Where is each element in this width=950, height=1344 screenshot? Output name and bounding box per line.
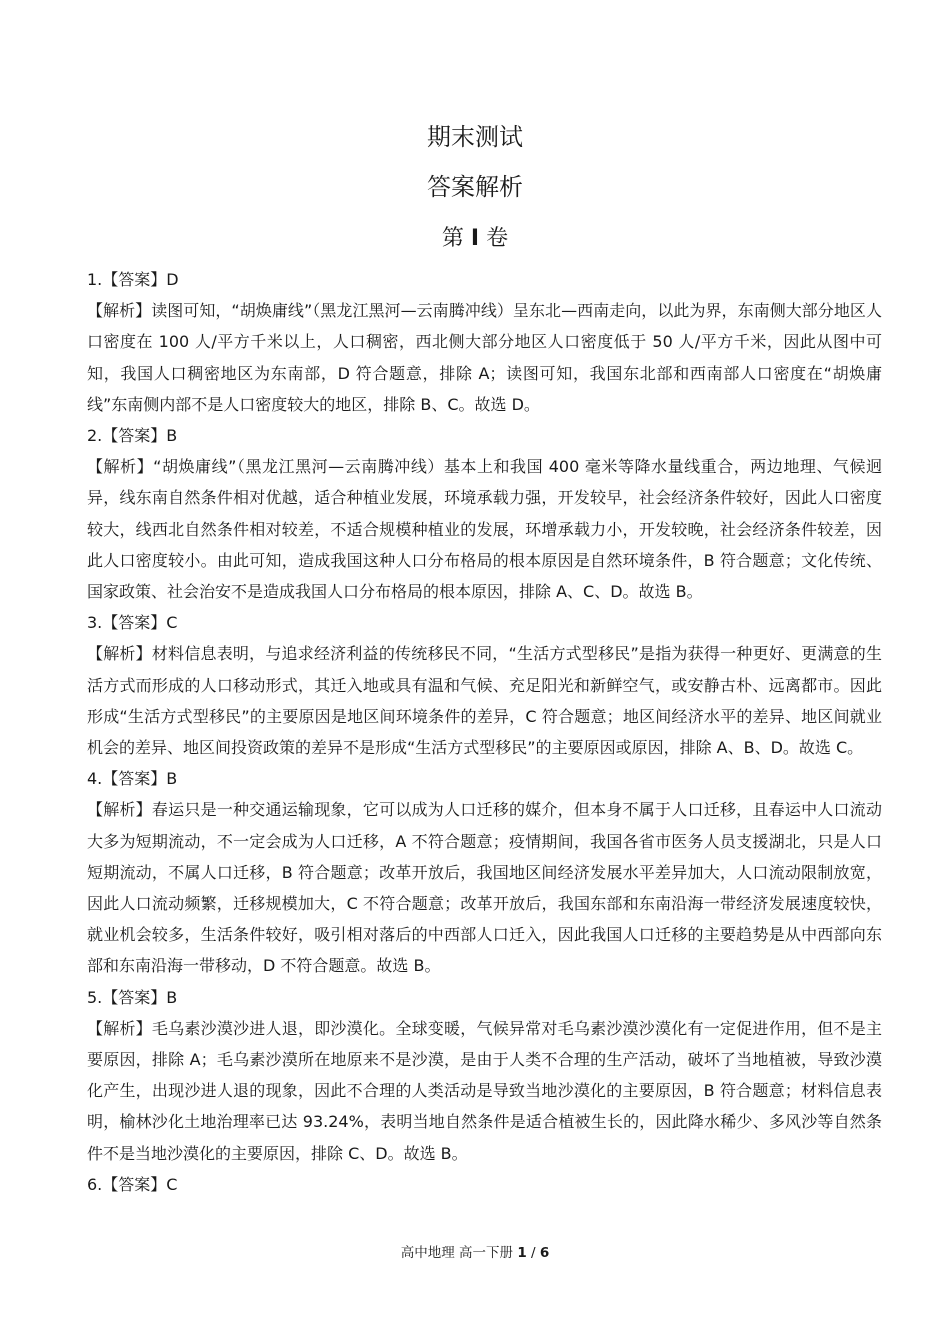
page-title: 期末测试 (427, 123, 523, 151)
volume-suffix: 卷 (479, 226, 509, 251)
answer-line: 6.【答案】C (87, 1174, 178, 1194)
page-current: 1 (517, 1245, 527, 1261)
volume-prefix: 第 (441, 226, 471, 251)
analysis-paragraph: 【解析】“胡焕庸线”（黑龙江黑河—云南腾冲线）基本上和我国 400 毫米等降水量线重合，两边地理、气候迥异，线东南自然条件相对优越，适合种植业发展，环境承载力强，开发较早，社会经济条件较好，因此人口密度较大，线西北自然条件相对较差，不适合规模种植业的发展，环增承载力小，开发较晚，社会经济条件较差，因此人口密度较小。由此可知，造成我国这种人口分布格局的根本原因是自然环境条件，B 符合题意；文化传统、国家政策、社会治安不是造成我国人口分布格局的根本原因，排除 A、C、D。故选 B。 (87, 457, 882, 602)
volume-numeral: I (470, 226, 480, 251)
analysis-paragraph: 【解析】春运只是一种交通运输现象，它可以成为人口迁移的媒介，但本身不属于人口迁移，且春运中人口流动大多为短期流动，不一定会成为人口迁移，A 不符合题意；疫情期间，我国各省市医务人员支援湖北，只是人口短期流动，不属人口迁移，B 符合题意；改革开放后，我国地区间经济发展水平差异加大，人口流动限制放宽，因此人口流动频繁，迁移规模加大，C 不符合题意；改革开放后，我国东部和东南沿海一带经济发展速度较快，就业机会较多，生活条件较好，吸引相对落后的中西部人口迁入，因此我国人口迁移的主要趋势是从中西部向东部和东南沿海一带移动，D 不符合题意。故选 B。 (87, 800, 882, 976)
footer-course: 高中地理 高一下册 (400, 1245, 518, 1261)
answer-line: 3.【答案】C (87, 613, 178, 633)
answer-line: 5.【答案】B (87, 987, 178, 1007)
volume-heading (0, 224, 950, 254)
analysis-paragraph: 【解析】材料信息表明，与追求经济利益的传统移民不同，“生活方式型移民”是指为获得一种更好、更满意的生活方式而形成的人口移动形式，其迁入地或具有温和气候、充足阳光和新鲜空气，或安静古朴、远离都市。因此形成“生活方式型移民”的主要原因是地区间环境条件的差异，C 符合题意；地区间经济水平的差异、地区间就业机会的差异、地区间投资政策的差异不是形成“生活方式型移民”的主要原因或原因，排除 A、B、D。故选 C。 (87, 644, 882, 758)
page-separator: / (526, 1245, 540, 1261)
analysis-paragraph: 【解析】读图可知，“胡焕庸线”（黑龙江黑河—云南腾冲线）呈东北—西南走向，以此为界，东南侧大部分地区人口密度在 100 人/平方千米以上，人口稠密，西北侧大部分地区人口密度低于 50 人/平方千米，因此从图中可知，我国人口稠密地区为东南部，D 符合题意，排除 A；读图可知，我国东北部和西南部人口密度在“胡焕庸线”东南侧内部不是人口密度较大的地区，排除 B、C。故选 D。 (87, 301, 882, 414)
analysis-paragraph: 【解析】毛乌素沙漠沙进人退，即沙漠化。全球变暖，气候异常对毛乌素沙漠沙漠化有一定促进作用，但不是主要原因，排除 A；毛乌素沙漠所在地原来不是沙漠，是由于人类不合理的生产活动，破坏了当地植被，导致沙漠化产生，出现沙进人退的现象，因此不合理的人类活动是导致当地沙漠化的主要原因，B 符合题意；材料信息表明，榆林沙化土地治理率已达 93.24%，表明当地自然条件是适合植被生长的，因此降水稀少、多风沙等自然条件不是当地沙漠化的主要原因，排除 C、D。故选 B。 (87, 1018, 882, 1163)
page-total: 6 (539, 1245, 550, 1261)
answer-line: 4.【答案】B (87, 769, 178, 789)
page-subtitle: 答案解析 (427, 173, 523, 201)
page-footer (0, 1243, 950, 1263)
answer-line: 2.【答案】B (87, 426, 178, 446)
answer-line: 1.【答案】D (87, 270, 179, 289)
answer-list (87, 264, 882, 1200)
